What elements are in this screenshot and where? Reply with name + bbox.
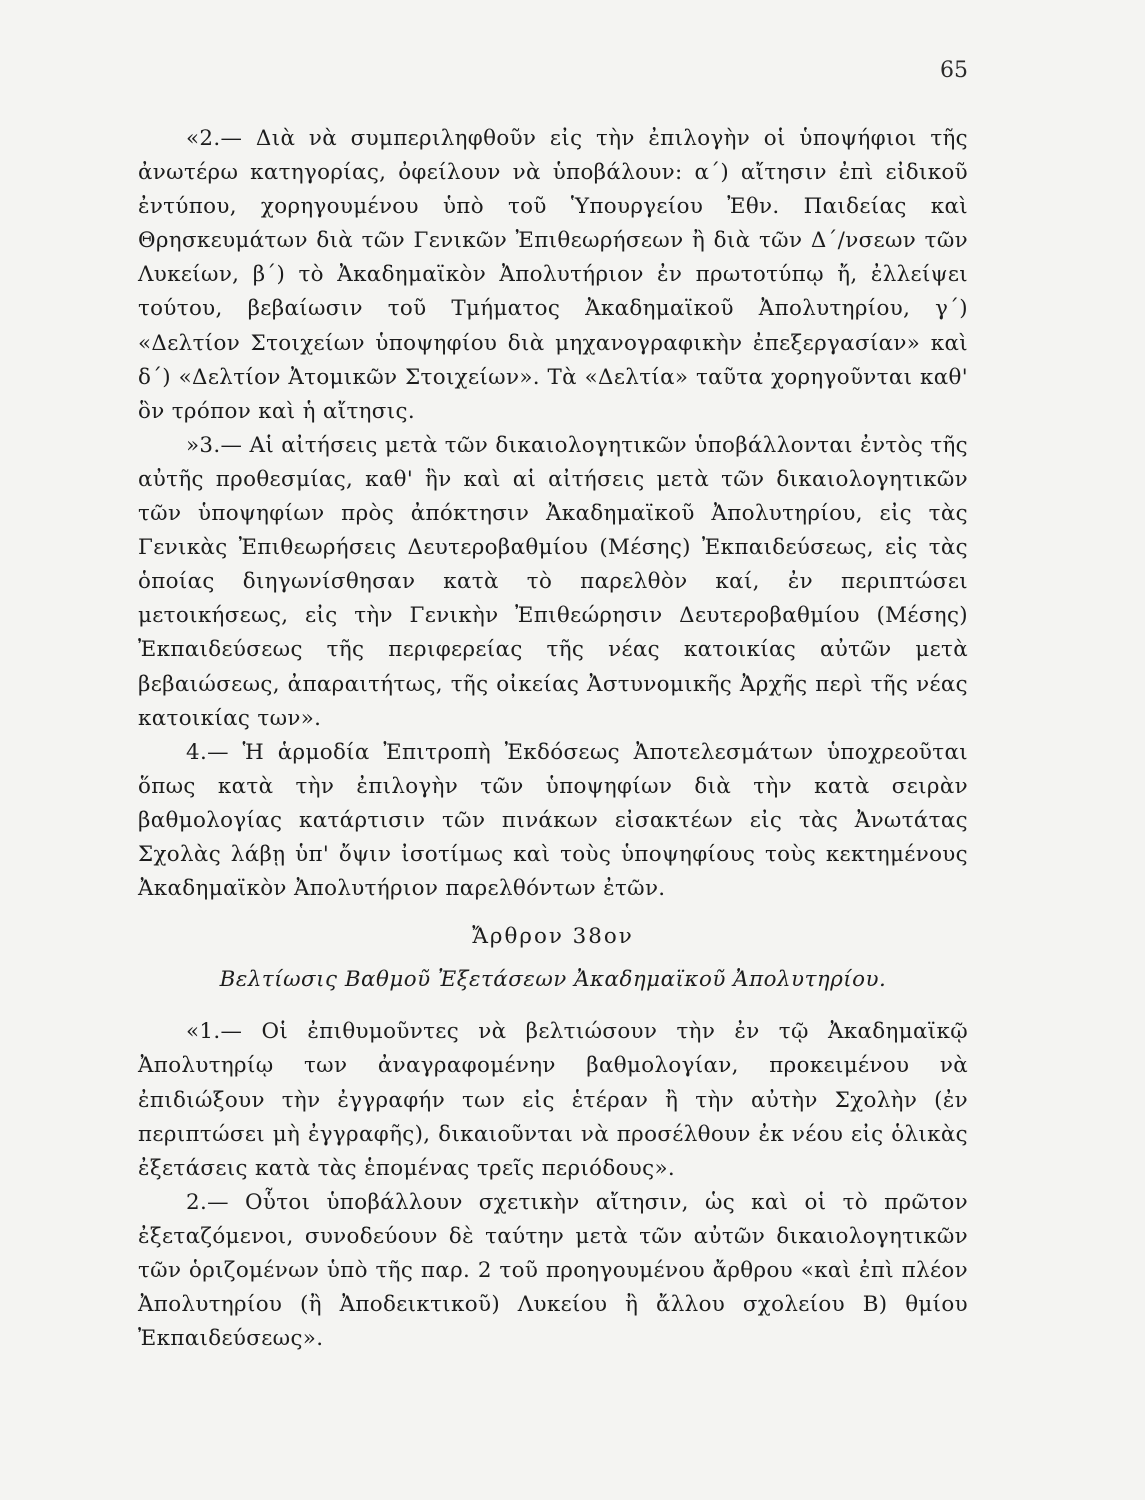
paragraph-4: 4.— Ἡ ἁρμοδία Ἐπιτροπὴ Ἐκδόσεως Ἀποτελεσμάτων ὑποχρεοῦται ὅπως κατὰ τὴν ἐπιλογὴν τῶν ὑποψηφίων διὰ τὴν κατὰ σειρὰν βαθμολογίας κατάρτισιν τῶν πινάκων εἰσακτέων εἰς τὰς Ἀνωτάτας Σχολὰς λάβῃ ὑπ' ὄψιν ἰσοτίμως καὶ τοὺς ὑποψηφίους τοὺς κεκτημένους Ἀκαδημαϊκὸν Ἀπολυτήριον παρελθόντων ἐτῶν. (138, 739, 968, 902)
paragraph-2: «2.— Διὰ νὰ συμπεριληφθοῦν εἰς τὴν ἐπιλογὴν οἱ ὑποψήφιοι τῆς ἀνωτέρω κατηγορίας, ὀφείλουν νὰ ὑποβάλουν: α΄) αἴτησιν ἐπὶ εἰδικοῦ ἐντύπου, χορηγουμένου ὑπὸ τοῦ Ὑπουργείου Ἐθν. Παιδείας καὶ Θρησκευμάτων διὰ τῶν Γενικῶν Ἐπιθεωρήσεων ἢ διὰ τῶν Δ΄/νσεων τῶν Λυκείων, β΄) τὸ Ἀκαδημαϊκὸν Ἀπολυτήριον ἐν πρωτοτύπῳ ἤ, ἐλλείψει τούτου, βεβαίωσιν τοῦ Τμήματος Ἀκαδημαϊκοῦ Ἀπολυτηρίου, γ΄) «Δελτίον Στοιχείων ὑποψηφίου διὰ μηχανογραφικὴν ἐπεξεργασίαν» καὶ δ΄) «Δελτίον Ἀτομικῶν Στοιχείων». Τὰ «Δελτία» ταῦτα χορηγοῦνται καθ' ὃν τρόπον καὶ ἡ αἴτησις. (138, 126, 968, 424)
article-paragraph-2: 2.— Οὗτοι ὑποβάλλουν σχετικὴν αἴτησιν, ὡς καὶ οἱ τὸ πρῶτον ἐξεταζόμενοι, συνοδεύουν δὲ ταύτην μετὰ τῶν αὐτῶν δικαιολογητικῶν τῶν ὁριζομένων ὑπὸ τῆς παρ. 2 τοῦ προηγουμένου ἄρθρου «καὶ ἐπὶ πλέον Ἀπολυτηρίου (ἢ Ἀποδεικτικοῦ) Λυκείου ἢ ἄλλου σχολείου Β) θμίου Ἐκπαιδεύσεως». (138, 1189, 968, 1352)
article-title: Βελτίωσις Βαθμοῦ Ἐξετάσεων Ἀκαδημαϊκοῦ Ἀπολυτηρίου. (219, 967, 887, 993)
article-paragraph-1: «1.— Οἱ ἐπιθυμοῦντες νὰ βελτιώσουν τὴν ἐν τῷ Ἀκαδημαϊκῷ Ἀπολυτηρίῳ των ἀναγραφομένην βαθμολογίαν, προκειμένου νὰ ἐπιδιώξουν τὴν ἐγγραφήν των εἰς ἑτέραν ἢ τὴν αὐτὴν Σχολὴν (ἐν περιπτώσει μὴ ἐγγραφῆς), δικαιοῦνται νὰ προσέλθουν ἐκ νέου εἰς ὁλικὰς ἐξετάσεις κατὰ τὰς ἑπομένας τρεῖς περιόδους». (138, 1019, 968, 1181)
paragraph-3: »3.— Αἱ αἰτήσεις μετὰ τῶν δικαιολογητικῶν ὑποβάλλονται ἐντὸς τῆς αὐτῆς προθεσμίας, καθ' ἣν καὶ αἱ αἰτήσεις μετὰ τῶν δικαιολογητικῶν τῶν ὑποψηφίων πρὸς ἀπόκτησιν Ἀκαδημαϊκοῦ Ἀπολυτηρίου, εἰς τὰς Γενικὰς Ἐπιθεωρήσεις Δευτεροβαθμίου (Μέσης) Ἐκπαιδεύσεως, εἰς τὰς ὁποίας διηγωνίσθησαν κατὰ τὸ παρελθὸν καί, ἐν περιπτώσει μετοικήσεως, εἰς τὴν Γενικὴν Ἐπιθεώρησιν Δευτεροβαθμίου (Μέσης) Ἐκπαιδεύσεως τῆς περιφερείας τῆς νέας κατοικίας αὐτῶν μετὰ βεβαιώσεως, ἀπαραιτήτως, τῆς οἰκείας Ἀστυνομικῆς Ἀρχῆς περὶ τῆς νέας κατοικίας των». (138, 432, 968, 731)
body-text (138, 122, 968, 1356)
page-number: 65 (940, 58, 968, 83)
article-heading: Ἄρθρον 38ον (472, 924, 634, 950)
